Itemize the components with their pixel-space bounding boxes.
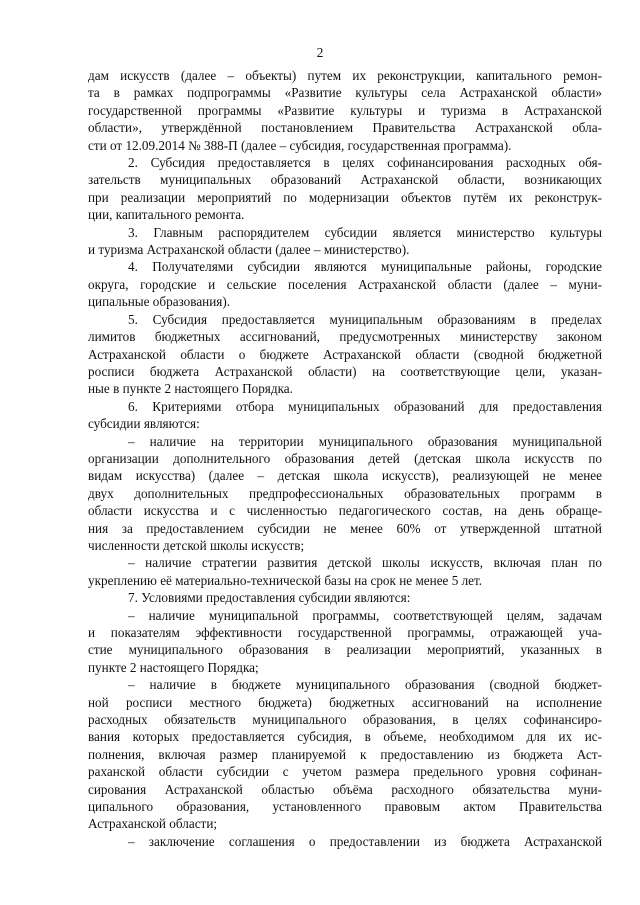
document-body xyxy=(88,67,602,850)
page-number: 2 xyxy=(316,45,324,60)
text-line: и показателям эффективности государственной программы, отражающей уча- xyxy=(88,625,602,640)
text-line: раханской области субсидии с учетом размера предельного уровня софинан- xyxy=(88,764,602,780)
text-line: ципального образования, установленного правовым актом Правительства xyxy=(88,799,602,815)
text-line: ции, капитального ремонта. xyxy=(88,207,245,223)
text-line: ные в пункте 2 настоящего Порядка. xyxy=(88,381,293,397)
text-line: видам искусства) (далее – детская школа искусств), реализующей не менее xyxy=(88,468,602,484)
text-line: сти от 12.09.2014 № 388-П (далее – субсидия, государственная программа). xyxy=(88,137,512,153)
text-line: – наличие на территории муниципального образования муниципальной xyxy=(128,433,602,449)
text-line: пункте 2 настоящего Порядка; xyxy=(88,659,259,675)
text-line: государственной программы «Развитие культуры и туризма в Астраханской xyxy=(88,102,602,118)
text-line: области искусства и с численностью педагогического состав, на день обраще- xyxy=(88,503,602,519)
text-line: вания которых предоставляется субсидия, в объеме, необходимом для их ис- xyxy=(88,729,602,745)
text-line: – заключение соглашения о предоставлении из бюджета Астраханской xyxy=(128,833,602,849)
text-line: ципальные образования). xyxy=(88,294,231,310)
text-line: 7. Условиями предоставления субсидии являются: xyxy=(128,590,411,606)
text-line: ния за предоставлением субсидии не менее 60% от утвержденной штатной xyxy=(88,520,602,536)
text-line: 3. Главным распорядителем субсидии является министерство культуры xyxy=(128,224,602,240)
text-line: 5. Субсидия предоставляется муниципальным образованиям в пределах xyxy=(128,311,602,327)
text-line: полнения, включая размер планируемой к предоставлению из бюджета Аст- xyxy=(88,746,602,762)
text-line: зательств муниципальных образований Астраханской области, возникающих xyxy=(88,172,602,188)
text-line: дам искусств (далее – объекты) путем их реконструкции, капитального ремон- xyxy=(88,68,602,83)
text-line: Астраханской области; xyxy=(88,816,218,832)
text-line: сирования Астраханской областью объёма расходного обязательства муни- xyxy=(88,781,602,797)
text-line: стие муниципального образования в реализации мероприятий, указанных в xyxy=(88,642,602,658)
text-line: 4. Получателями субсидии являются муниципальные районы, городские xyxy=(128,259,602,275)
text-line: субсидии являются: xyxy=(88,416,200,432)
text-line: – наличие стратегии развития детской школы искусств, включая план по xyxy=(128,555,602,571)
text-line: и туризма Астраханской области (далее – министерство). xyxy=(88,242,410,258)
text-line: укреплению её материально-технической базы на срок не менее 5 лет. xyxy=(88,572,483,588)
text-line: 2. Субсидия предоставляется в целях софинансирования расходных обя- xyxy=(128,155,602,171)
text-line: росписи бюджета Астраханской области) на соответствующие цели, указан- xyxy=(88,363,602,379)
text-line: области», утверждённой постановлением Правительства Астраханской обла- xyxy=(88,120,602,136)
text-line: лимитов бюджетных ассигнований, предусмотренных министерству законом xyxy=(88,329,602,345)
text-line: ной росписи местного бюджета) бюджетных ассигнований на исполнение xyxy=(88,694,602,710)
text-line: 6. Критериями отбора муниципальных образований для предоставления xyxy=(128,398,602,414)
text-line: та в рамках подпрограммы «Развитие культуры села Астраханской области» xyxy=(88,85,602,101)
text-line: – наличие в бюджете муниципального образования (сводной бюджет- xyxy=(128,677,602,693)
text-line: округа, городские и сельские поселения Астраханской области (далее – муни- xyxy=(88,276,602,292)
text-line: – наличие муниципальной программы, соответствующей целям, задачам xyxy=(128,607,602,623)
text-line: численности детской школы искусств; xyxy=(88,537,305,553)
text-line: расходных обязательств муниципального образования, в целях софинансиро- xyxy=(88,712,602,728)
text-line: организации дополнительного образования детей (детская школа искусств по xyxy=(88,450,602,466)
text-line: Астраханской области о бюджете Астраханской области (сводной бюджетной xyxy=(88,346,602,362)
text-line: двух дополнительных предпрофессиональных образовательных программ в xyxy=(88,485,602,501)
text-line: при реализации мероприятий по модернизации объектов путём их реконструк- xyxy=(88,189,602,205)
